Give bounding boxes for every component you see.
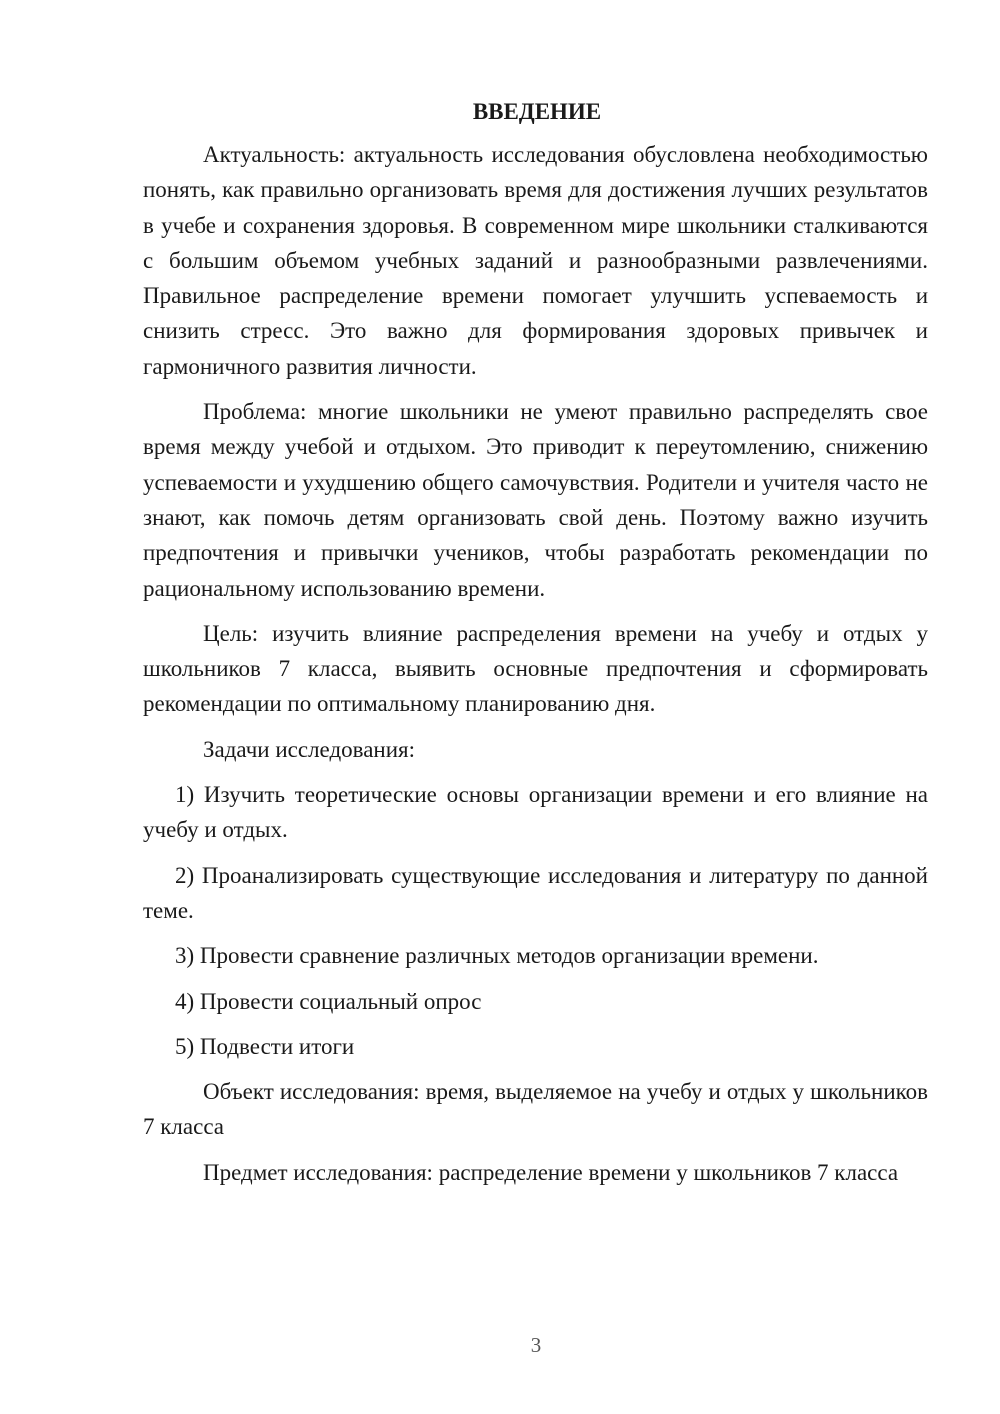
task-item: 2) Проанализировать существующие исследования и литературу по данной теме. (143, 862, 928, 923)
section-title: ВВЕДЕНИЕ (472, 99, 602, 124)
goal-paragraph: Цель: изучить влияние распределения времени на учебу и отдых у школьников 7 класса, выявить основные предпочтения и сформировать рекомендации по оптимальному планированию дня. (143, 620, 928, 717)
task-item: 5) Подвести итоги (175, 1033, 355, 1059)
tasks-heading: Задачи исследования: (203, 736, 416, 762)
problem-paragraph: Проблема: многие школьники не умеют правильно распределять свое время между учебой и отдыхом. Это приводит к переутомлению, снижению успеваемости и ухудшению общего самочувствия. Родители и учителя часто не знают, как помочь детям организовать свой день. Поэтому важно изучить предпочтения и привычки учеников, чтобы разработать рекомендации по рациональному использованию времени. (143, 399, 928, 601)
task-item: 4) Провести социальный опрос (175, 988, 482, 1014)
object-paragraph: Объект исследования: время, выделяемое на учебу и отдых у школьников 7 класса (143, 1079, 928, 1140)
task-item: 3) Провести сравнение различных методов организации времени. (175, 943, 819, 969)
page-number: 3 (530, 1333, 542, 1357)
page-content (143, 94, 928, 1200)
relevance-paragraph: Актуальность: актуальность исследования обусловлена необходимостью понять, как правильно организовать время для достижения лучших результатов в учебе и сохранения здоровья. В современном мире школьники сталкиваются с большим объемом учебных заданий и разнообразными развлечениями. Правильное распределение времени помогает улучшить успеваемость и снизить стресс. Это важно для формирования здоровых привычек и гармоничного развития личности. (143, 142, 928, 379)
subject-paragraph: Предмет исследования: распределение времени у школьников 7 класса (203, 1159, 899, 1185)
task-item: 1) Изучить теоретические основы организации времени и его влияние на учебу и отдых. (143, 782, 928, 843)
